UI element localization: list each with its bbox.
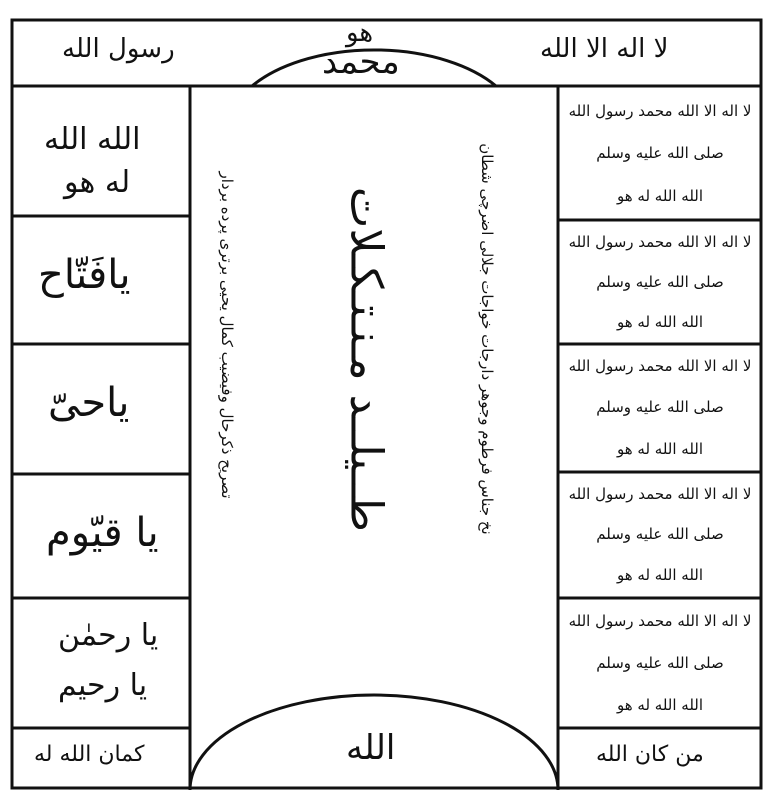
right-block-2 bbox=[562, 222, 758, 342]
center-vertical-left-text: تصریح ذکرحال وفیضیب کمال یحیی برتری پرده بردار bbox=[218, 171, 236, 499]
right-block-3-line-2: صلی الله علیه وسلم bbox=[596, 398, 724, 417]
right-block-1-line-3: الله الله له هو bbox=[616, 187, 704, 206]
right-block-2-line-1: لا اله الا الله محمد رسول الله bbox=[568, 232, 752, 251]
right-block-4-line-1: لا اله الا الله محمد رسول الله bbox=[568, 484, 752, 503]
center-bottom-text: الله bbox=[346, 728, 396, 768]
right-block-3-line-3: الله الله له هو bbox=[616, 439, 704, 458]
right-block-4 bbox=[562, 474, 758, 596]
header-left-text: رسول الله bbox=[62, 34, 175, 64]
right-block-5-line-1: لا اله الا الله محمد رسول الله bbox=[568, 611, 752, 630]
left-cell-4: یا قیّوم bbox=[46, 510, 159, 556]
right-block-1-line-1: لا اله الا الله محمد رسول الله bbox=[568, 101, 752, 120]
left-cell-6: کمان الله له bbox=[34, 742, 145, 767]
right-block-5 bbox=[562, 600, 758, 726]
right-block-5-line-3: الله الله له هو bbox=[616, 695, 704, 714]
right-block-2-line-3: الله الله له هو bbox=[616, 312, 704, 331]
left-cell-1-line-2: له هو bbox=[64, 165, 131, 200]
right-block-3-line-1: لا اله الا الله محمد رسول الله bbox=[568, 357, 752, 376]
right-block-1-line-2: صلی الله علیه وسلم bbox=[596, 144, 724, 163]
right-block-5-line-2: صلی الله علیه وسلم bbox=[596, 653, 724, 672]
left-cell-3: ياحیّ bbox=[48, 380, 130, 426]
right-block-4-line-3: الله الله له هو bbox=[616, 566, 704, 585]
right-block-3 bbox=[562, 346, 758, 470]
right-bottom-text: من كان الله bbox=[596, 742, 704, 767]
right-block-1 bbox=[562, 90, 758, 218]
left-cell-2: يافَتّاح bbox=[38, 252, 131, 298]
header-center-top: هو bbox=[346, 18, 374, 48]
right-block-2-line-2: صلی الله علیه وسلم bbox=[596, 272, 724, 291]
right-block-4-line-2: صلی الله علیه وسلم bbox=[596, 525, 724, 544]
left-cell-5-line-2: یا رحیم bbox=[58, 668, 148, 703]
left-cell-5-line-1: یا رحمٰن bbox=[58, 618, 159, 653]
header-center-name: محمد bbox=[322, 42, 400, 82]
header-right-text: لا اله الا الله bbox=[540, 34, 669, 64]
center-vertical-right-text: نخ جناس فرطوم وجوهر دارجات خواجات جلالی اضرچی شطان bbox=[478, 143, 496, 535]
center-vertical-main-text: طــیلــد مـنـتـکـلات bbox=[340, 186, 392, 533]
left-cell-1-line-1: الله الله bbox=[44, 122, 141, 157]
